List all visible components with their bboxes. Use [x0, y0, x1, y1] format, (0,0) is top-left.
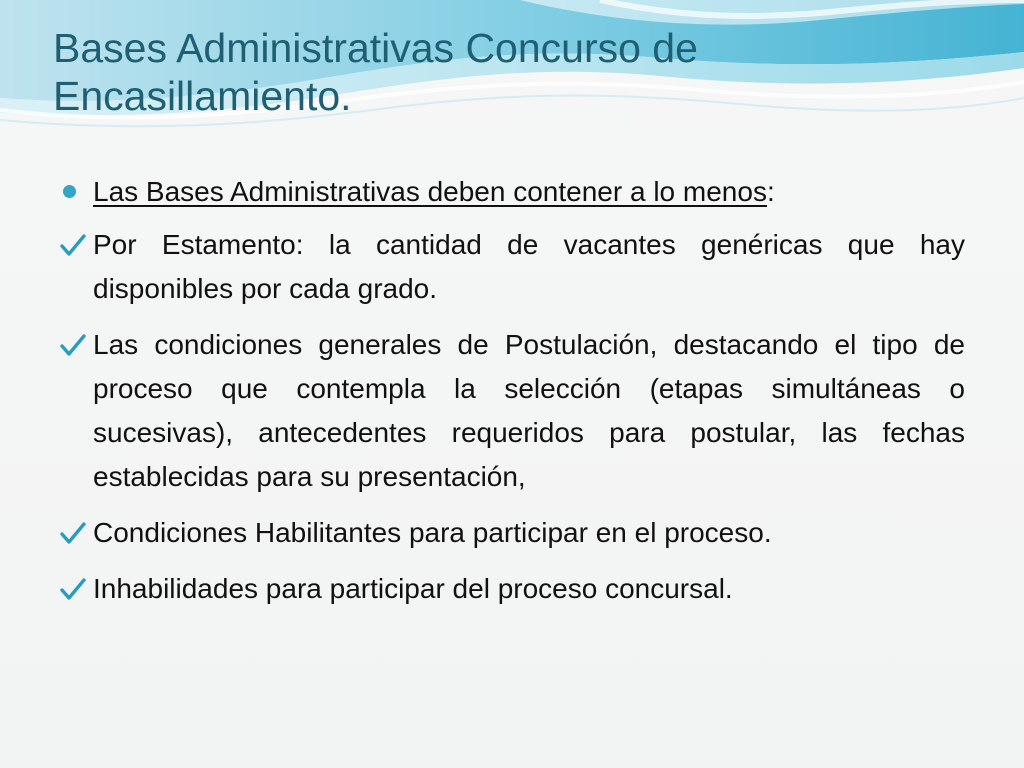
- list-item: [60, 323, 965, 499]
- check-mark-icon: [60, 521, 86, 545]
- check-mark-icon: [60, 577, 86, 601]
- check-mark-icon: [60, 333, 86, 357]
- list-item: [60, 511, 965, 555]
- list-item-text: Condiciones Habilitantes para participar en el proceso.: [93, 517, 772, 548]
- intro-text: Las Bases Administrativas deben contener a lo menos: [93, 176, 767, 207]
- slide-title: Bases Administrativas Concurso de Encasillamiento.: [53, 25, 698, 119]
- intro-item: [60, 170, 965, 214]
- intro-colon: :: [766, 176, 775, 207]
- check-mark-icon: [60, 233, 86, 257]
- list-item-text: Inhabilidades para participar del proceso concursal.: [93, 573, 733, 604]
- list-item-text: Las condiciones generales de Postulación, destacando el tipo de proceso que contempla la selección (etapas simultáneas o sucesivas), antecedentes requeridos para postular, las fechas establecidas para su presentación,: [93, 329, 965, 492]
- bullet-list: [60, 170, 965, 611]
- filled-circle-bullet-icon: [63, 185, 76, 198]
- list-item: [60, 567, 965, 611]
- list-item: [60, 223, 965, 311]
- list-item-text: Por Estamento: la cantidad de vacantes genéricas que hay disponibles por cada grado.: [93, 229, 965, 304]
